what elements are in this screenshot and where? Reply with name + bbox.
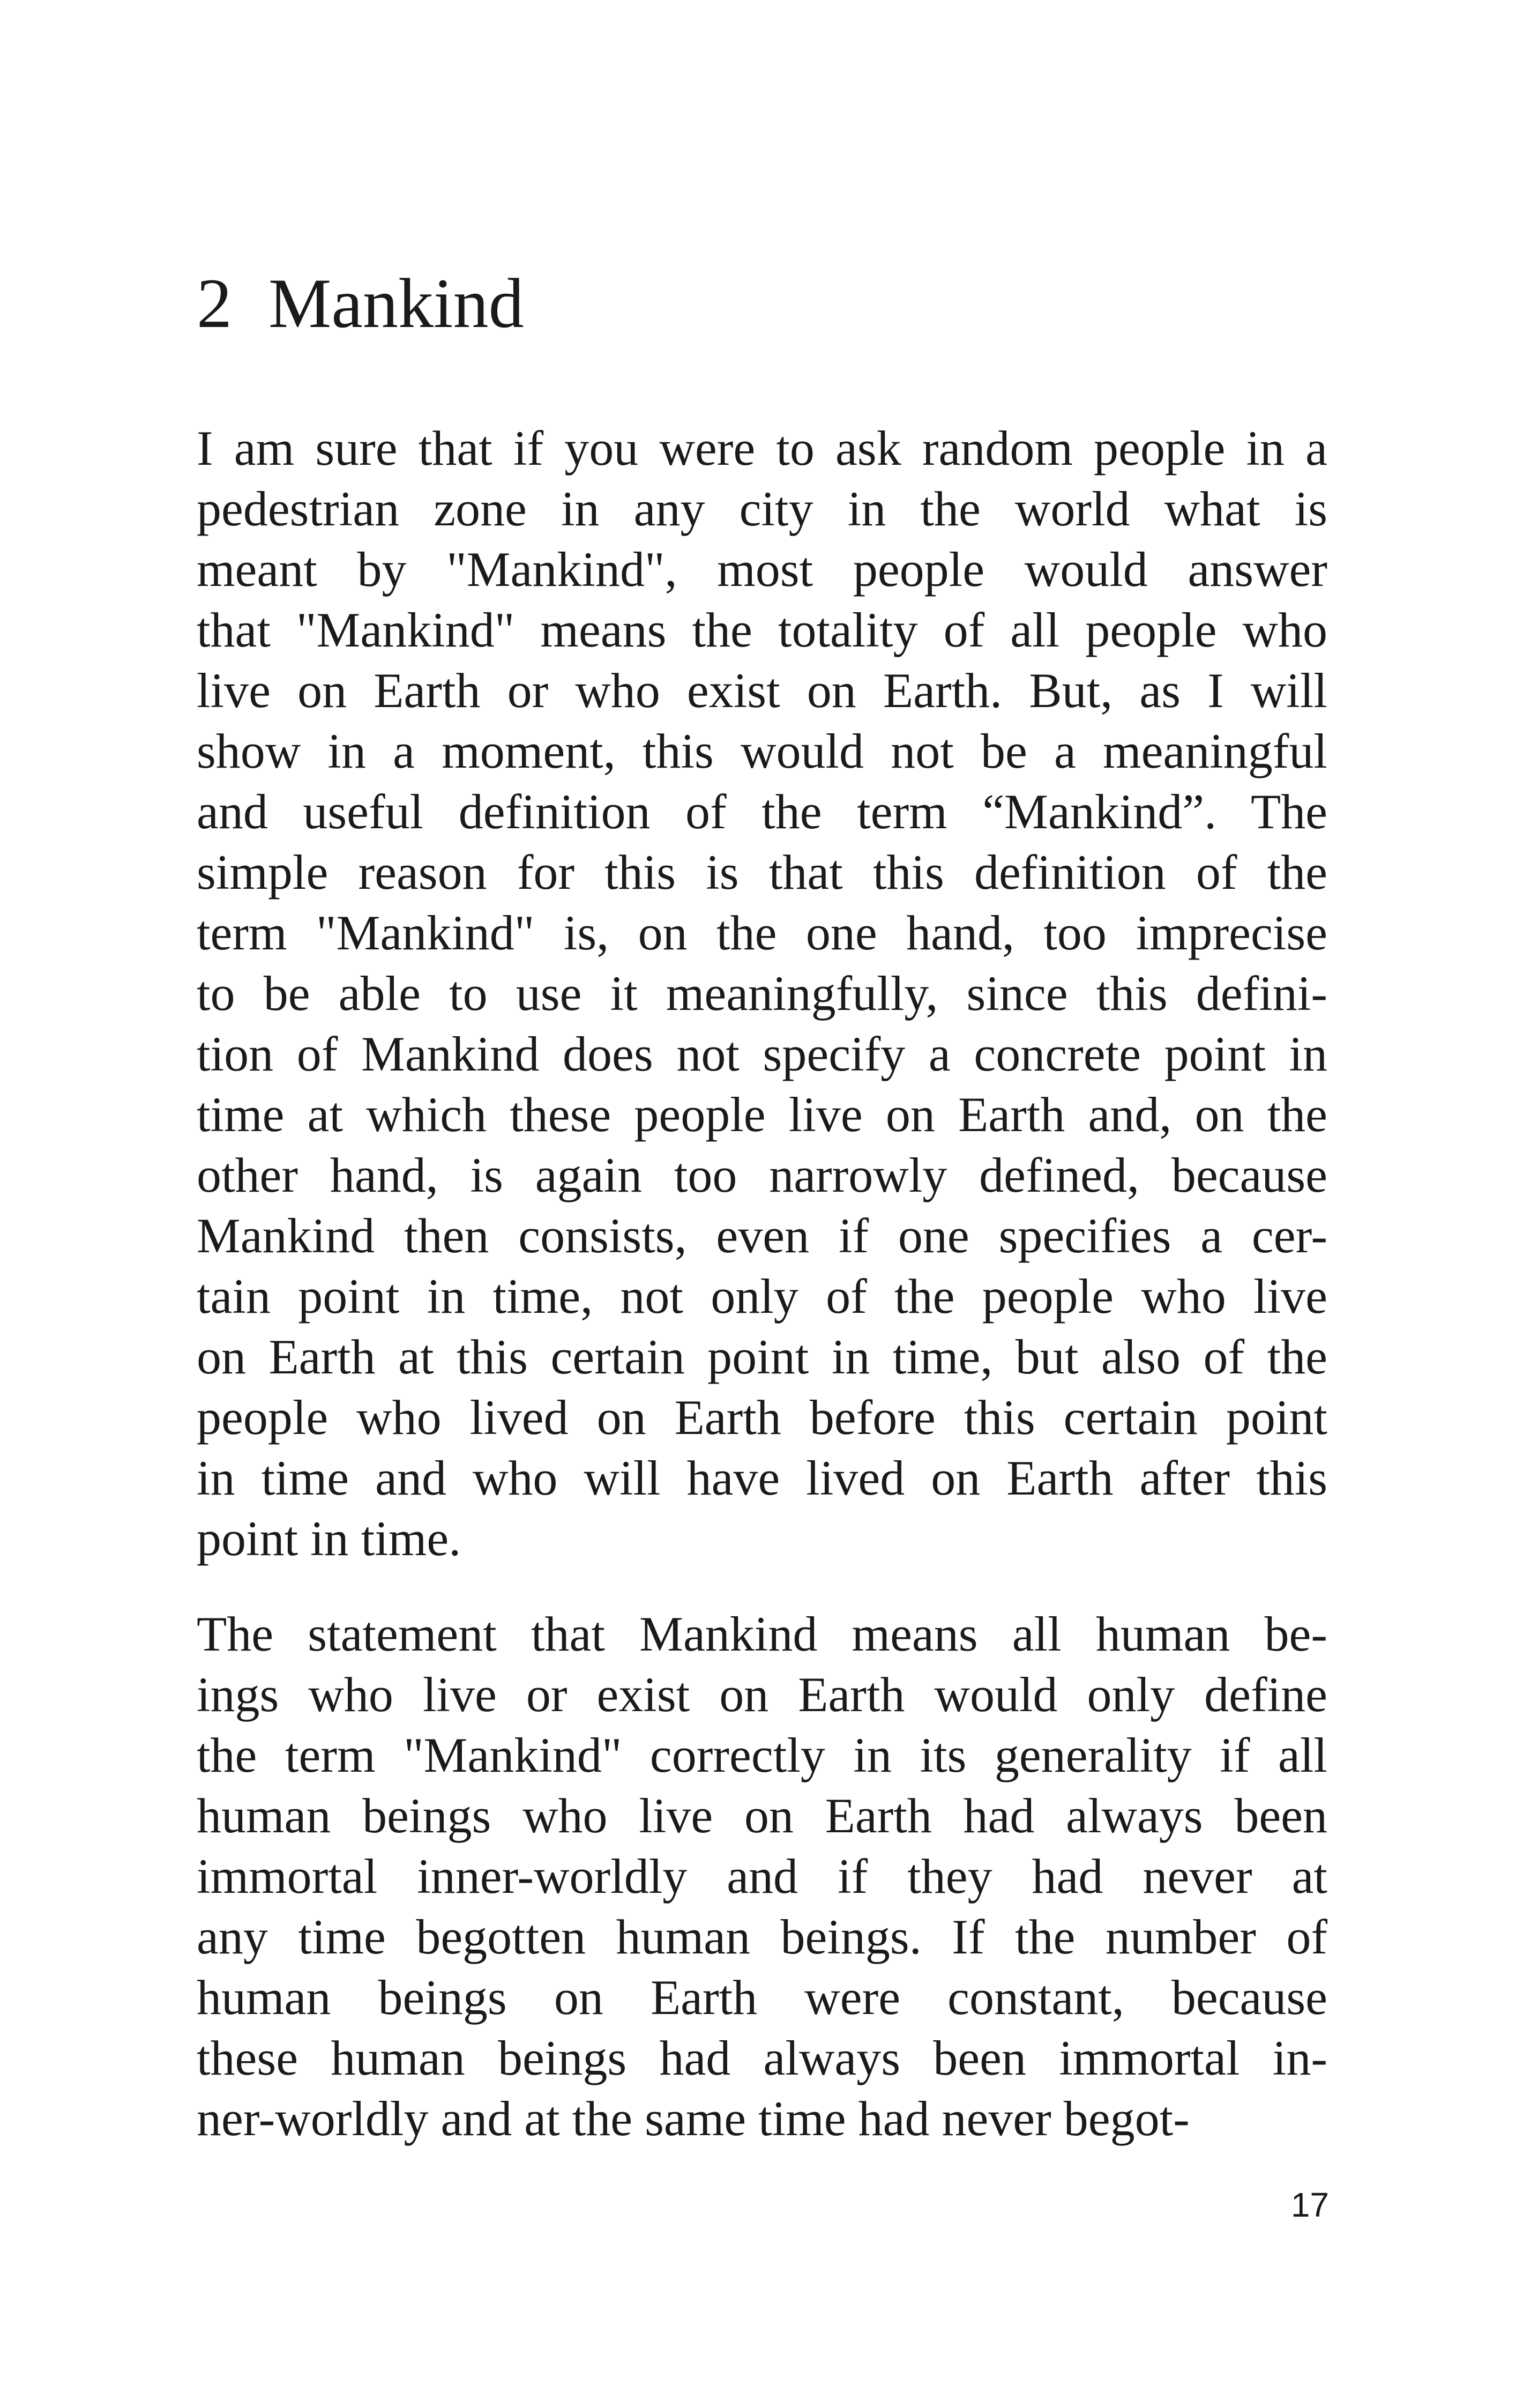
text-line: on Earth at this certain point in time, but also of the [197,1329,1327,1384]
text-line: that "Mankind" means the totality of all people who [197,603,1327,657]
text-line: simple reason for this is that this definition of the [197,845,1327,900]
text-line: ner-worldly and at the same time had never begot- [197,2091,1190,2146]
chapter-heading [197,264,524,343]
text-line: pedestrian zone in any city in the world what is [197,481,1327,536]
text-line: I am sure that if you were to ask random people in a [197,421,1327,475]
text-line: the term "Mankind" correctly in its generality if all [197,1728,1327,1782]
text-line: to be able to use it meaningfully, since this defini- [197,966,1327,1021]
text-line: Mankind then consists, even if one specifies a cer- [197,1208,1327,1263]
text-line: meant by "Mankind", most people would answer [197,542,1327,597]
text-line: show in a moment, this would not be a meaningful [197,724,1327,778]
text-line: any time begotten human beings. If the number of [197,1909,1327,1964]
text-line: ings who live or exist on Earth would only define [197,1667,1327,1722]
page-number: 17 [1290,2186,1329,2224]
text-line: these human beings had always been immortal in- [197,2031,1327,2085]
text-line: human beings on Earth were constant, because [197,1970,1327,2025]
chapter-title: Mankind [268,264,524,343]
text-line: tain point in time, not only of the people who live [197,1269,1327,1324]
text-line: The statement that Mankind means all human be- [197,1607,1327,1661]
text-line: term "Mankind" is, on the one hand, too imprecise [197,905,1327,960]
text-line: time at which these people live on Earth and, on the [197,1087,1327,1142]
chapter-number: 2 [197,264,232,343]
text-line: live on Earth or who exist on Earth. But, as I will [197,663,1327,718]
text-line: and useful definition of the term “Mankind”. The [197,784,1327,839]
text-line: human beings who live on Earth had always been [197,1788,1327,1843]
text-line: immortal inner-worldly and if they had never at [197,1849,1327,1904]
text-line: people who lived on Earth before this certain point [197,1390,1327,1445]
text-line: other hand, is again too narrowly defined, because [197,1148,1327,1202]
text-line: tion of Mankind does not specify a concrete point in [197,1027,1327,1081]
text-line: point in time. [197,1511,461,1566]
text-line: in time and who will have lived on Earth after this [197,1451,1327,1505]
